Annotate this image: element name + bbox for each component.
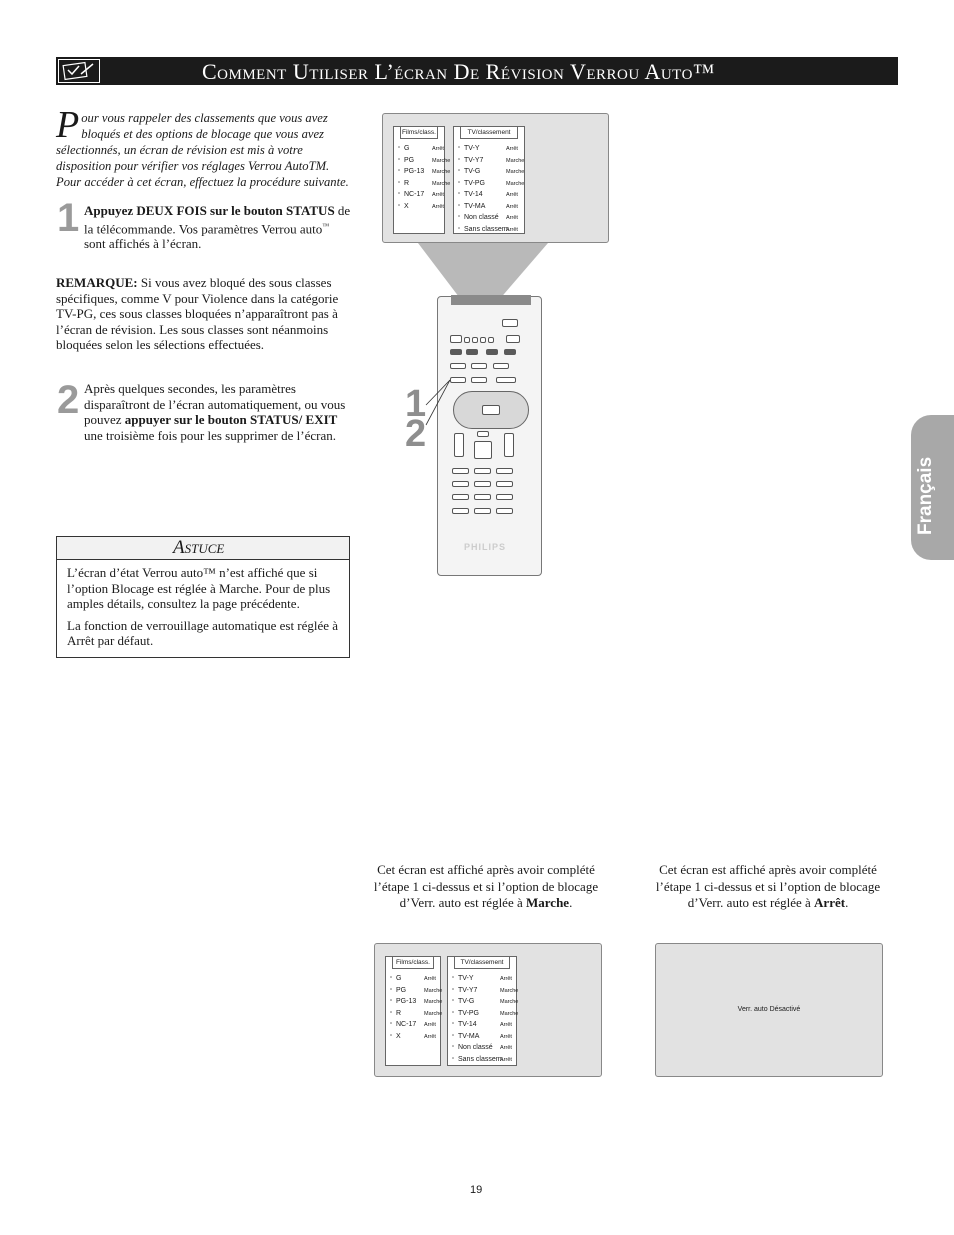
rating-row bbox=[386, 975, 440, 985]
rating-value: Arrêt bbox=[500, 1045, 512, 1051]
bullet-icon: ° bbox=[398, 146, 400, 152]
digit-button[interactable] bbox=[452, 481, 469, 487]
bullet-icon: ° bbox=[390, 1033, 392, 1040]
rating-value: Marche bbox=[432, 180, 451, 187]
caption-off-text: Cet écran est affiché après avoir complété l’étape 1 ci-dessus et si l’option de blocage d’Verr. auto est réglée à bbox=[655, 862, 881, 910]
rating-row bbox=[454, 203, 524, 213]
rating-label: G bbox=[396, 975, 402, 982]
remote-small-button[interactable] bbox=[464, 337, 470, 343]
step-2-text-a: Après quelques secondes, les paramètres disparaîtront de l’écran automatiquement, ou vous pouvez bbox=[84, 381, 346, 427]
rating-label: NC-17 bbox=[396, 1021, 417, 1028]
films-title: Films/class. bbox=[400, 126, 438, 139]
digit-button[interactable] bbox=[496, 494, 513, 500]
rating-row bbox=[394, 203, 444, 213]
step-2-bold: appuyer sur le bouton STATUS/ EXIT bbox=[124, 412, 338, 427]
step-2-text-b: une troisième fois pour les supprimer de l’écran. bbox=[84, 427, 336, 443]
review-screen-on bbox=[374, 943, 602, 1077]
status-button[interactable] bbox=[450, 335, 462, 343]
rating-row bbox=[448, 986, 519, 997]
rating-row bbox=[394, 145, 444, 155]
remote-status-exit-button[interactable] bbox=[450, 377, 466, 383]
step-2-number: 2 bbox=[57, 378, 80, 422]
rating-row bbox=[454, 157, 524, 167]
intro-text: our vous rappeler des classements que vous avez bloqués et des options de blocage que vous avez sélectionnés, un écran de révision est mis à votre disposition pour vérifier vos réglages Verrou AutoTM. Pour accéder à cet écran, effectuez la procédure suivante. bbox=[56, 111, 349, 189]
rating-row bbox=[454, 226, 524, 236]
rating-label: R bbox=[396, 1009, 402, 1017]
tip-body bbox=[57, 560, 349, 649]
rating-label: TV-PG bbox=[464, 179, 486, 187]
skip-button[interactable] bbox=[504, 349, 516, 355]
channel-rocker[interactable] bbox=[504, 433, 514, 457]
rating-label: PG bbox=[396, 986, 407, 994]
films-panel bbox=[385, 956, 441, 1066]
step-2-text bbox=[84, 381, 352, 443]
rating-value: Marche bbox=[506, 169, 525, 175]
tip-paragraph: La fonction de verrouillage automatique est réglée à Arrêt par défaut. bbox=[67, 617, 339, 648]
digit-button[interactable] bbox=[474, 494, 491, 500]
bullet-icon: ° bbox=[452, 1033, 454, 1040]
rating-label: TV-G bbox=[464, 168, 481, 175]
caption-on bbox=[366, 862, 606, 912]
bullet-icon: ° bbox=[390, 976, 392, 982]
tv-title: TV/classement bbox=[460, 126, 518, 139]
bullet-icon: ° bbox=[398, 157, 400, 164]
rating-row bbox=[448, 1056, 516, 1066]
rating-label: Non classé bbox=[458, 1044, 493, 1051]
step-1-text-b: sont affichés à l’écran. bbox=[84, 236, 202, 252]
rating-row bbox=[454, 168, 524, 178]
intro-paragraph bbox=[56, 104, 352, 190]
rating-value: Marche bbox=[506, 157, 525, 164]
step-1-number: 1 bbox=[57, 196, 80, 240]
digit-button[interactable] bbox=[474, 481, 491, 487]
remote-function-button[interactable] bbox=[450, 363, 466, 369]
rating-row bbox=[386, 998, 443, 1008]
bullet-icon: ° bbox=[398, 203, 400, 210]
bullet-icon: ° bbox=[452, 976, 454, 982]
rating-label: TV-G bbox=[458, 998, 475, 1005]
rating-value: Arrêt bbox=[424, 976, 436, 982]
menu-button[interactable] bbox=[471, 377, 487, 383]
rating-row bbox=[448, 1033, 516, 1043]
caption-on-text: Cet écran est affiché après avoir complété l’étape 1 ci-dessus et si l’option de blocage d’Verr. auto est réglée à bbox=[373, 862, 599, 910]
rating-row bbox=[394, 156, 451, 167]
bullet-icon: ° bbox=[390, 1022, 392, 1028]
remote-small-button[interactable] bbox=[472, 337, 478, 343]
rating-row bbox=[448, 1009, 519, 1020]
remote-small-button[interactable] bbox=[488, 337, 494, 343]
digit-button[interactable] bbox=[496, 468, 513, 474]
remark-text: Si vous avez bloqué des sous classes spécifiques, comme V pour Violence dans la catégorie TV-PG, ces sous classes bloquées n’apparaîtront pas à l’écran de révision. Les sous classes sont néanmoins bloquées selon les sélections effectuées. bbox=[56, 275, 339, 352]
bullet-icon: ° bbox=[452, 1045, 454, 1051]
rating-value: Marche bbox=[500, 987, 519, 994]
caption-on-end: . bbox=[569, 895, 573, 910]
rating-value: Arrêt bbox=[432, 146, 444, 152]
rating-row bbox=[394, 168, 451, 178]
volume-rocker[interactable] bbox=[454, 433, 464, 457]
ok-button[interactable] bbox=[482, 405, 500, 415]
bullet-icon: ° bbox=[458, 180, 460, 187]
rating-label: TV-MA bbox=[458, 1032, 480, 1040]
digit-button[interactable] bbox=[452, 494, 469, 500]
rating-value: Arrêt bbox=[432, 192, 444, 198]
rating-row bbox=[454, 191, 524, 201]
rating-row bbox=[386, 1021, 440, 1031]
bullet-icon: ° bbox=[398, 169, 400, 175]
lock-disabled-message: Verr. auto Désactivé bbox=[737, 1006, 801, 1013]
films-title: Films/class. bbox=[392, 956, 434, 969]
power-button[interactable] bbox=[502, 319, 518, 327]
digit-button[interactable] bbox=[496, 508, 513, 514]
tv-panel bbox=[447, 956, 517, 1066]
trademark: ™ bbox=[322, 221, 330, 230]
rating-label: TV-14 bbox=[458, 1021, 477, 1028]
drop-cap: P bbox=[56, 104, 80, 146]
rating-row bbox=[454, 145, 524, 155]
bullet-icon: ° bbox=[452, 987, 454, 994]
rating-label: TV-PG bbox=[458, 1009, 480, 1017]
tip-paragraph: L’écran d’état Verrou auto™ n’est affiché que si l’option Blocage est réglée à Marche. Pour de plus amples détails, consultez la page précédente. bbox=[67, 565, 331, 611]
rating-value: Marche bbox=[424, 1010, 443, 1017]
rating-value: Arrêt bbox=[506, 203, 518, 210]
remote-control bbox=[437, 296, 542, 576]
rating-value: Marche bbox=[424, 999, 443, 1005]
rating-label: Sans classem. bbox=[464, 225, 510, 233]
rating-label: TV-Y7 bbox=[464, 156, 484, 164]
bullet-icon: ° bbox=[452, 999, 454, 1005]
rating-value: Arrêt bbox=[506, 146, 518, 152]
bullet-icon: ° bbox=[458, 215, 460, 221]
bullet-icon: ° bbox=[398, 180, 400, 187]
bullet-icon: ° bbox=[452, 1056, 454, 1063]
rating-label: G bbox=[404, 145, 410, 152]
language-tab-label: Français bbox=[915, 456, 936, 535]
remote-small-button[interactable] bbox=[506, 335, 520, 343]
bullet-icon: ° bbox=[398, 192, 400, 198]
rating-row bbox=[454, 214, 524, 224]
rating-value: Arrêt bbox=[432, 203, 444, 210]
rating-row bbox=[394, 191, 444, 201]
rating-row bbox=[386, 1033, 440, 1043]
tip-box bbox=[56, 536, 350, 658]
rating-label: TV-14 bbox=[464, 191, 483, 198]
remote-function-button[interactable] bbox=[471, 363, 487, 369]
rating-row bbox=[448, 1021, 516, 1031]
rating-value: Arrêt bbox=[500, 1056, 512, 1063]
remote-center-block[interactable] bbox=[474, 441, 492, 459]
rating-row bbox=[386, 1009, 443, 1020]
remote-brand-logo: PHILIPS bbox=[464, 542, 507, 552]
bullet-icon: ° bbox=[390, 999, 392, 1005]
rating-value: Marche bbox=[500, 999, 519, 1005]
bullet-icon: ° bbox=[458, 157, 460, 164]
bullet-icon: ° bbox=[452, 1010, 454, 1017]
rating-value: Arrêt bbox=[500, 1033, 512, 1040]
tv-panel bbox=[453, 126, 525, 234]
rating-label: Non classé bbox=[464, 214, 499, 221]
review-screen-top bbox=[382, 113, 609, 243]
rating-value: Arrêt bbox=[506, 192, 518, 198]
rewind-button[interactable] bbox=[450, 349, 462, 355]
rating-label: TV-Y7 bbox=[458, 986, 478, 994]
caption-on-bold: Marche bbox=[526, 895, 570, 910]
rating-value: Arrêt bbox=[506, 226, 518, 233]
rating-row bbox=[386, 986, 443, 997]
remote-function-button[interactable] bbox=[493, 363, 509, 369]
digit-button[interactable] bbox=[474, 468, 491, 474]
navigation-ring[interactable] bbox=[453, 391, 529, 429]
tip-title: Astuce bbox=[57, 537, 349, 560]
rating-row bbox=[448, 1044, 516, 1054]
digit-button[interactable] bbox=[452, 468, 469, 474]
play-button[interactable] bbox=[466, 349, 478, 355]
rating-value: Marche bbox=[432, 169, 451, 175]
tv-title: TV/classement bbox=[454, 956, 510, 969]
bullet-icon: ° bbox=[390, 1010, 392, 1017]
rating-label: PG-13 bbox=[404, 168, 425, 175]
bullet-icon: ° bbox=[458, 192, 460, 198]
bullet-icon: ° bbox=[452, 1022, 454, 1028]
rating-label: R bbox=[404, 179, 410, 187]
rating-label: X bbox=[396, 1032, 401, 1040]
rating-value: Arrêt bbox=[424, 1033, 436, 1040]
rating-row bbox=[448, 975, 516, 985]
rating-value: Arrêt bbox=[506, 215, 518, 221]
remark-label: REMARQUE: bbox=[56, 275, 138, 290]
caption-off bbox=[648, 862, 888, 912]
caption-off-bold: Arrêt bbox=[814, 895, 846, 910]
step-1-text bbox=[84, 203, 352, 252]
digit-button[interactable] bbox=[474, 508, 491, 514]
checklist-icon bbox=[58, 59, 100, 83]
bullet-icon: ° bbox=[390, 987, 392, 994]
rating-label: Sans classem. bbox=[458, 1055, 504, 1063]
remote-step-1-mark: 1 bbox=[405, 383, 427, 425]
rating-value: Arrêt bbox=[500, 976, 512, 982]
remote-ir-window bbox=[451, 295, 531, 305]
page-title: Comment Utiliser L’écran De Révision Verrou Auto™ bbox=[202, 59, 715, 84]
step-1-bold: Appuyez DEUX FOIS sur le bouton STATUS bbox=[84, 203, 335, 218]
rating-row bbox=[448, 998, 519, 1008]
remark-paragraph bbox=[56, 275, 352, 353]
remote-function-button[interactable] bbox=[496, 377, 516, 383]
review-screen-off bbox=[655, 943, 883, 1077]
step-1-text-a: de la télécommande. Vos paramètres Verrou auto bbox=[84, 203, 351, 236]
rating-label: X bbox=[404, 202, 409, 210]
caption-off-end: . bbox=[845, 895, 849, 910]
rating-value: Arrêt bbox=[424, 1022, 436, 1028]
page-header bbox=[56, 57, 898, 85]
rating-row bbox=[394, 179, 451, 190]
remote-small-button[interactable] bbox=[477, 431, 489, 437]
rating-label: PG bbox=[404, 156, 415, 164]
remote-step-2-mark: 2 bbox=[405, 413, 427, 455]
rating-value: Marche bbox=[506, 180, 525, 187]
bullet-icon: ° bbox=[458, 146, 460, 152]
rating-label: NC-17 bbox=[404, 191, 425, 198]
forward-button[interactable] bbox=[486, 349, 498, 355]
rating-label: TV-Y bbox=[458, 975, 474, 982]
rating-label: PG-13 bbox=[396, 998, 417, 1005]
bullet-icon: ° bbox=[458, 226, 460, 233]
rating-label: TV-MA bbox=[464, 202, 486, 210]
digit-button[interactable] bbox=[452, 508, 469, 514]
page-number: 19 bbox=[470, 1184, 483, 1196]
digit-button[interactable] bbox=[496, 481, 513, 487]
remote-small-button[interactable] bbox=[480, 337, 486, 343]
bullet-icon: ° bbox=[458, 203, 460, 210]
rating-row bbox=[454, 180, 524, 190]
rating-value: Marche bbox=[432, 157, 451, 164]
films-panel bbox=[393, 126, 451, 234]
rating-value: Marche bbox=[424, 987, 443, 994]
bullet-icon: ° bbox=[458, 169, 460, 175]
language-tab bbox=[911, 415, 954, 560]
rating-value: Arrêt bbox=[500, 1022, 512, 1028]
rating-value: Marche bbox=[500, 1010, 519, 1017]
rating-label: TV-Y bbox=[464, 145, 480, 152]
